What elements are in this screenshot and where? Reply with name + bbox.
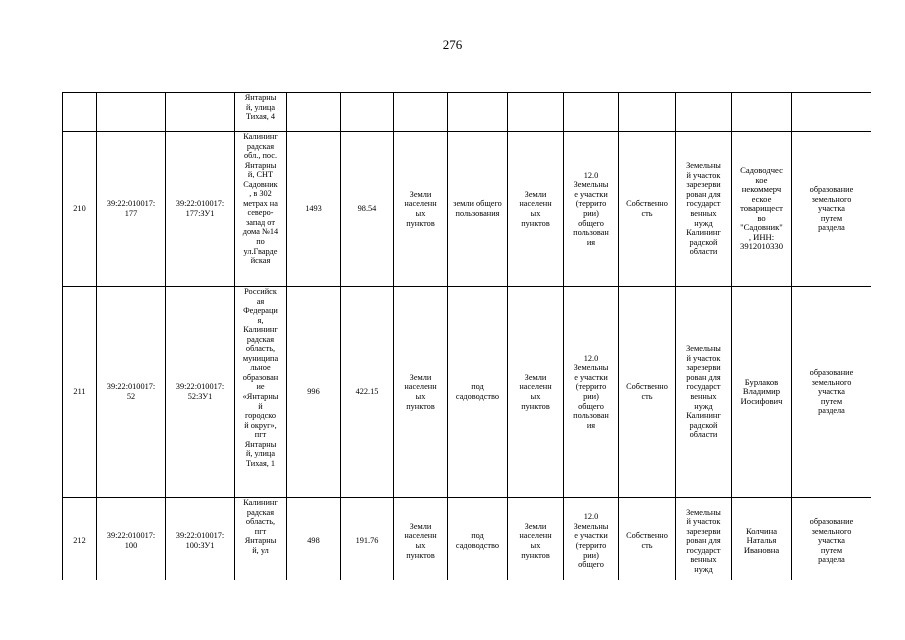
cell-text-line: радской xyxy=(689,237,718,247)
cell-text-line: населенн xyxy=(519,531,552,541)
cell-text-line: венных xyxy=(690,209,717,218)
cell-text-line: под xyxy=(471,382,484,392)
cell-text-line: пользован xyxy=(573,228,609,238)
cell-text-line: й участок xyxy=(686,517,721,527)
cell-text-line: «Янтарны xyxy=(242,392,279,402)
cell-text-line: й участок xyxy=(686,353,721,363)
cell-text-line: Ивановна xyxy=(743,544,780,555)
cell-text-line: Калининг xyxy=(243,132,278,141)
cell-text-line: Собственно xyxy=(626,531,668,541)
cell-text-line: венных xyxy=(690,392,717,401)
cell-text-line: метрах на xyxy=(243,198,278,208)
cell-text-line: 39:22:010017: xyxy=(175,382,225,392)
cell-text-line: Земли xyxy=(409,372,432,382)
cell-text-line: Земельны xyxy=(573,363,609,373)
land-plot-table xyxy=(62,92,871,580)
cell-area: 1493 xyxy=(287,132,341,287)
cell-text-line: Земельны xyxy=(573,180,609,190)
table-row xyxy=(63,287,872,498)
cell-text-line: 3912010330 xyxy=(740,241,783,252)
cell-text-line: населенн xyxy=(404,531,437,541)
cell-text-line: раздела xyxy=(818,223,845,233)
cell-note xyxy=(676,498,732,581)
cell-new-category xyxy=(508,132,564,287)
cell-text-line: сть xyxy=(641,392,653,401)
cell-text-line: путем xyxy=(820,396,843,406)
cell-text-line: льное xyxy=(250,363,271,373)
cell-text-line: садоводство xyxy=(455,541,500,550)
cell-use xyxy=(448,93,508,132)
cell-text-line: зарезерви xyxy=(686,180,721,190)
cell-text-line: радская xyxy=(246,334,275,344)
cell-text-line: нужд xyxy=(694,401,713,411)
cell-text-line: й участок xyxy=(686,170,721,180)
cell-text-line: нужд xyxy=(694,564,713,574)
cell-area: 498 xyxy=(287,498,341,581)
cell-text-line: зарезерви xyxy=(686,526,721,536)
cell-text-line: путем xyxy=(820,545,843,555)
cell-owner xyxy=(732,498,792,581)
cell-text-line: Наталья xyxy=(746,535,777,546)
cell-text-line: рии) xyxy=(583,550,599,560)
cell-text-line: обл., пос. xyxy=(243,151,278,161)
cell-text-line: е участки xyxy=(574,189,608,199)
cell-value: 422.15 xyxy=(341,287,394,498)
cell-text-line: рован для xyxy=(686,189,721,199)
cell-text-line: Тихая, 1 xyxy=(245,458,276,468)
cell-text-line: пунктов xyxy=(406,218,435,228)
cell-text-line: садоводство xyxy=(455,392,500,401)
cell-text-line: 52:ЗУ1 xyxy=(187,392,213,401)
cell-text-line: пользован xyxy=(573,411,609,421)
table-row xyxy=(63,132,872,287)
cell-new-category xyxy=(508,498,564,581)
cell-text-line: Иосифович xyxy=(740,395,783,406)
cell-text-line: Янтарны xyxy=(244,160,277,170)
cell-note xyxy=(676,93,732,132)
cell-text-line: 39:22:010017: xyxy=(175,199,225,209)
table-row-continuation xyxy=(63,93,872,132)
cell-text-line: 39:22:010017: xyxy=(106,382,156,392)
cell-value: 98.54 xyxy=(341,132,394,287)
cell-text-line: Калининг xyxy=(243,325,278,335)
cell-text-line: й, ул xyxy=(252,545,269,555)
cell-text-line: государст xyxy=(686,382,721,392)
cell-text-line: рии) xyxy=(583,392,599,401)
cell-text-line: , в 302 xyxy=(249,189,272,199)
cell-note xyxy=(676,132,732,287)
cell-text-line: нужд xyxy=(694,218,713,228)
cell-text-line: пунктов xyxy=(521,550,550,560)
cell-text-line: венных xyxy=(690,555,717,565)
cell-text-line: пунктов xyxy=(521,218,550,228)
cell-text-line: (террито xyxy=(575,199,607,209)
cell-text-line: запад от xyxy=(246,217,275,227)
cell-text-line: ых xyxy=(415,209,426,218)
cell-text-line: Янтарны xyxy=(244,536,277,546)
cell-text-line: (террито xyxy=(575,382,607,392)
cell-new-category xyxy=(508,93,564,132)
cell-owner xyxy=(732,287,792,498)
cell-text-line: Собственно xyxy=(626,382,668,392)
cell-text-line: е участки xyxy=(574,372,608,382)
cell-text-line: Янтарны xyxy=(244,439,277,449)
table-row xyxy=(63,498,872,581)
cell-address xyxy=(235,287,287,498)
cell-text-line: общего xyxy=(578,218,604,228)
cell-text-line: й xyxy=(258,401,263,411)
cell-text-line: земельного xyxy=(811,377,852,387)
cell-text-line: ых xyxy=(530,209,541,218)
cell-text-line: 39:22:010017: xyxy=(175,531,225,541)
cell-text-line: Земельны xyxy=(686,161,721,171)
cell-text-line: ых xyxy=(530,541,541,550)
cell-text-line: области xyxy=(689,247,718,257)
cell-text-line: пгт xyxy=(254,430,267,440)
cell-text-line: пунктов xyxy=(406,401,435,411)
cell-text-line: земли общего xyxy=(453,199,502,209)
cell-text-line: еское xyxy=(751,193,772,204)
cell-new-use xyxy=(564,132,619,287)
cell-new-cadastral xyxy=(166,93,235,132)
cell-text-line: городско xyxy=(244,411,277,421)
cell-text-line: участка xyxy=(818,536,845,546)
cell-basis xyxy=(792,132,872,287)
cell-text-line: Калининг xyxy=(686,228,721,238)
cell-right xyxy=(619,93,676,132)
cell-value xyxy=(341,93,394,132)
cell-text-line: 12.0 xyxy=(583,512,599,522)
cell-text-line: раздела xyxy=(818,555,845,565)
cell-text-line: дома №14 xyxy=(242,227,279,237)
cell-text-line: участка xyxy=(818,387,845,397)
cell-basis xyxy=(792,93,872,132)
cell-text-line: Калининг xyxy=(686,411,721,421)
cell-new-use xyxy=(564,498,619,581)
cell-text-line: 100 xyxy=(124,541,138,550)
cell-text-line: пгт xyxy=(254,526,267,536)
cell-text-line: населенн xyxy=(519,199,552,209)
cell-text-line: государст xyxy=(686,545,721,555)
cell-text-line: 39:22:010017: xyxy=(106,199,156,209)
cell-text-line: Земельны xyxy=(686,507,721,517)
cell-text-line: 177 xyxy=(124,209,138,218)
cell-text-line: товарищест xyxy=(740,203,783,214)
cell-text-line: раздела xyxy=(818,406,845,416)
cell-text-line: пунктов xyxy=(521,401,550,411)
cell-text-line: кое xyxy=(755,174,768,185)
cell-address xyxy=(235,498,287,581)
cell-area xyxy=(287,93,341,132)
cell-text-line: Собственно xyxy=(626,199,668,209)
cell-text-line: образован xyxy=(242,372,279,382)
cell-cadastral xyxy=(97,93,166,132)
cell-text-line: сть xyxy=(641,209,653,218)
cell-num: 212 xyxy=(63,498,97,581)
cell-text-line: образование xyxy=(809,368,854,378)
cell-text-line: некоммерч xyxy=(741,184,782,195)
cell-text-line: ия xyxy=(586,420,596,430)
cell-text-line: земельного xyxy=(811,194,852,204)
cell-category xyxy=(394,93,448,132)
cell-text-line: 100:ЗУ1 xyxy=(185,541,215,550)
cell-category xyxy=(394,287,448,498)
cell-text-line: ия xyxy=(586,237,596,247)
cell-text-line: государст xyxy=(686,199,721,209)
cell-text-line: Российск xyxy=(244,287,277,296)
page-number: 276 xyxy=(442,37,463,52)
cell-text-line: Земли xyxy=(524,521,547,531)
cell-right xyxy=(619,132,676,287)
cell-text-line: области xyxy=(689,430,718,440)
cell-text-line: Земли xyxy=(409,189,432,199)
cell-text-line: область, xyxy=(245,517,276,527)
cell-text-line: Владимир xyxy=(742,386,781,397)
cell-text-line: Янтарны xyxy=(244,93,277,102)
cell-text-line: образование xyxy=(809,185,854,195)
cell-text-line: й, улица xyxy=(245,449,276,459)
cell-cadastral xyxy=(97,498,166,581)
cell-text-line: й, СНТ xyxy=(247,170,274,180)
cell-text-line: общего xyxy=(578,560,604,570)
cell-text-line: Земельны xyxy=(573,521,609,531)
cell-owner xyxy=(732,132,792,287)
cell-owner xyxy=(732,93,792,132)
cell-text-line: Земельны xyxy=(686,344,721,354)
registry-sheet xyxy=(62,92,871,580)
cell-text-line: Земли xyxy=(409,521,432,531)
cell-text-line: ых xyxy=(415,541,426,550)
cell-text-line: под xyxy=(471,531,484,541)
cell-new-category xyxy=(508,287,564,498)
cell-new-use xyxy=(564,287,619,498)
cell-text-line: Тихая, 4 xyxy=(245,112,276,122)
cell-text-line: Земли xyxy=(524,372,547,382)
cell-text-line: Колчина xyxy=(745,525,778,536)
cell-text-line: радской xyxy=(689,420,718,430)
cell-text-line: Садовник xyxy=(243,179,278,189)
cell-text-line: пунктов xyxy=(406,550,435,560)
cell-text-line: общего xyxy=(578,401,604,411)
cell-right xyxy=(619,287,676,498)
cell-text-line: населенн xyxy=(519,382,552,392)
cell-basis xyxy=(792,287,872,498)
cell-text-line: путем xyxy=(820,213,843,223)
cell-category xyxy=(394,132,448,287)
cell-category xyxy=(394,498,448,581)
cell-text-line: 52 xyxy=(126,392,136,401)
cell-text-line: во xyxy=(757,212,766,223)
cell-new-cadastral xyxy=(166,132,235,287)
cell-text-line: 177:ЗУ1 xyxy=(185,209,215,218)
cell-text-line: сть xyxy=(641,541,653,550)
cell-new-cadastral xyxy=(166,498,235,581)
cell-new-cadastral xyxy=(166,287,235,498)
cell-text-line: пользования xyxy=(455,209,500,218)
cell-text-line: область, xyxy=(245,344,276,354)
cell-text-line: зарезерви xyxy=(686,363,721,373)
cell-cadastral xyxy=(97,132,166,287)
cell-text-line: я, xyxy=(257,315,264,325)
cell-text-line: 39:22:010017: xyxy=(106,531,156,541)
cell-text-line: земельного xyxy=(811,526,852,536)
cell-address xyxy=(235,132,287,287)
cell-num: 211 xyxy=(63,287,97,498)
cell-text-line: участка xyxy=(818,204,845,214)
cell-text-line: , ИНН: xyxy=(748,231,775,242)
cell-num xyxy=(63,93,97,132)
cell-text-line: е участки xyxy=(574,531,608,541)
cell-text-line: Калининг xyxy=(243,498,278,507)
cell-text-line: ая xyxy=(256,296,265,306)
cell-text-line: радская xyxy=(246,507,275,517)
cell-text-line: населенн xyxy=(404,382,437,392)
cell-text-line: ул.Гварде xyxy=(243,246,278,256)
cell-text-line: ие xyxy=(256,382,265,392)
cell-text-line: муниципа xyxy=(242,353,279,363)
cell-text-line: Бурлаков xyxy=(744,376,779,387)
cell-text-line: рован для xyxy=(686,536,721,546)
cell-use xyxy=(448,498,508,581)
cell-text-line: населенн xyxy=(404,199,437,209)
cell-text-line: ых xyxy=(530,392,541,401)
cell-text-line: Федераци xyxy=(243,306,278,316)
cell-text-line: й округ», xyxy=(244,420,277,430)
cell-text-line: "Садовник" xyxy=(740,222,783,233)
cell-text-line: йская xyxy=(250,256,271,266)
cell-text-line: й, улица xyxy=(245,102,276,112)
cell-text-line: 12.0 xyxy=(583,353,599,363)
cell-text-line: (террито xyxy=(575,541,607,550)
cell-text-line: радская xyxy=(246,141,275,151)
cell-new-use xyxy=(564,93,619,132)
cell-right xyxy=(619,498,676,581)
cell-use xyxy=(448,287,508,498)
cell-note xyxy=(676,287,732,498)
cell-text-line: образование xyxy=(809,517,854,527)
cell-basis xyxy=(792,498,872,581)
cell-area: 996 xyxy=(287,287,341,498)
cell-num: 210 xyxy=(63,132,97,287)
cell-value: 191.76 xyxy=(341,498,394,581)
cell-address xyxy=(235,93,287,132)
cell-use xyxy=(448,132,508,287)
cell-text-line: Садоводчес xyxy=(740,165,783,176)
cell-text-line: по xyxy=(256,237,265,247)
cell-text-line: северо- xyxy=(247,208,274,218)
cell-text-line: ых xyxy=(415,392,426,401)
cell-text-line: Земли xyxy=(524,189,547,199)
cell-text-line: рии) xyxy=(583,209,599,218)
cell-text-line: рован для xyxy=(686,372,721,382)
cell-text-line: 12.0 xyxy=(583,170,599,180)
cell-cadastral xyxy=(97,287,166,498)
